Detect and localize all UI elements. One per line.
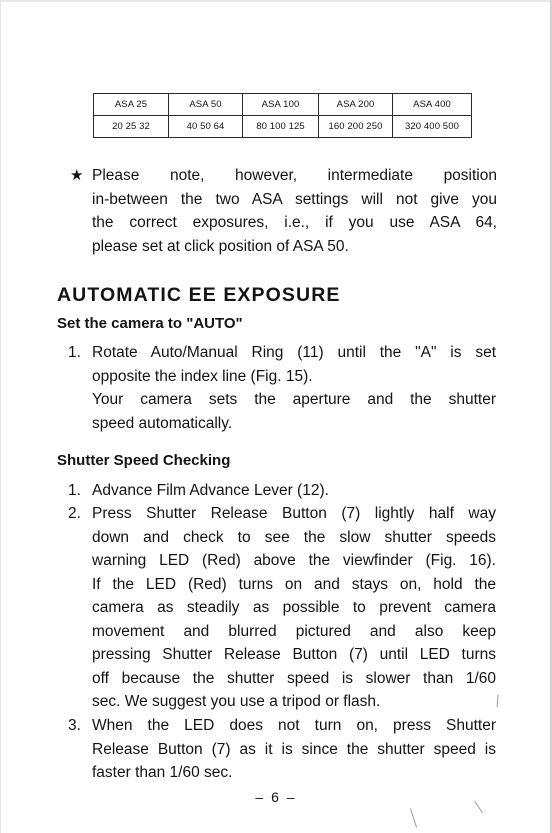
asa-value-cell: 320 400 500 <box>393 116 472 138</box>
note-line: Please note, however, intermediate position <box>92 167 497 184</box>
item-line: warning LED (Red) above the viewfinder (Fig. 16). <box>92 552 496 569</box>
item-line: Release Button (7) as it is since the shutter speed is <box>92 740 496 758</box>
item-line: When the LED does not turn on, press Shutter <box>92 717 496 734</box>
asa-header-cell: ASA 200 <box>319 94 393 116</box>
shutter-item-2 <box>92 502 496 714</box>
asa-header-cell: ASA 400 <box>393 94 472 116</box>
note-line: in-between the two ASA settings will not give you <box>92 190 497 208</box>
section-title: AUTOMATIC EE EXPOSURE <box>57 284 341 306</box>
item-line: opposite the index line (Fig. 15). <box>92 367 313 385</box>
item-line: If the LED (Red) turns on and stays on, hold the <box>92 575 496 593</box>
shutter-item-number: 2. <box>68 505 81 522</box>
item-line: Your camera sets the aperture and the shutter <box>92 391 496 408</box>
asa-header-cell: ASA 100 <box>243 94 319 116</box>
page-edge-left <box>0 0 1 833</box>
shutter-item-number: 3. <box>68 717 81 734</box>
shutter-item-3 <box>92 714 496 785</box>
item-line: movement and blurred pictured and also keep <box>92 622 496 640</box>
item-line: faster than 1/60 sec. <box>92 764 233 781</box>
shutter-item-1 <box>92 479 496 503</box>
note-line: the correct exposures, i.e., if you use ASA 64, <box>92 214 497 231</box>
asa-table-value-row <box>94 116 472 138</box>
asa-value-cell: 80 100 125 <box>243 116 319 138</box>
asa-header-cell: ASA 25 <box>94 94 169 116</box>
note-paragraph <box>92 164 497 258</box>
asa-value-cell: 20 25 32 <box>94 116 169 138</box>
item-line: sec. We suggest you use a tripod or flash. <box>92 693 381 710</box>
asa-table-header-row <box>94 94 472 116</box>
shutter-item-number: 1. <box>68 482 81 499</box>
auto-item-number: 1. <box>68 344 81 361</box>
item-line: Press Shutter Release Button (7) lightly half way <box>92 505 496 522</box>
auto-subheading: Set the camera to "AUTO" <box>57 315 243 332</box>
item-line: camera as steadily as possible to prevent camera <box>92 599 496 616</box>
scan-smudge <box>497 695 499 707</box>
page-number: – 6 – <box>255 789 297 805</box>
shutter-subheading: Shutter Speed Checking <box>57 452 231 469</box>
asa-value-cell: 160 200 250 <box>319 116 393 138</box>
item-line: speed automatically. <box>92 414 233 432</box>
asa-value-cell: 40 50 64 <box>169 116 243 138</box>
item-line: Advance Film Advance Lever (12). <box>92 482 329 499</box>
item-line: Rotate Auto/Manual Ring (11) until the "A" is set <box>92 344 496 361</box>
item-line: down and check to see the slow shutter speeds <box>92 528 496 546</box>
item-line: pressing Shutter Release Button (7) until LED turns <box>92 646 496 663</box>
asa-table <box>93 93 472 138</box>
item-line: off because the shutter speed is slower than 1/60 <box>92 669 496 687</box>
note-line: please set at click position of ASA 50. <box>92 237 349 255</box>
asa-header-cell: ASA 50 <box>169 94 243 116</box>
page-edge-top <box>0 0 552 2</box>
scan-smudge <box>410 808 417 827</box>
star-bullet-icon: ★ <box>70 167 84 184</box>
auto-item-1 <box>92 341 496 435</box>
